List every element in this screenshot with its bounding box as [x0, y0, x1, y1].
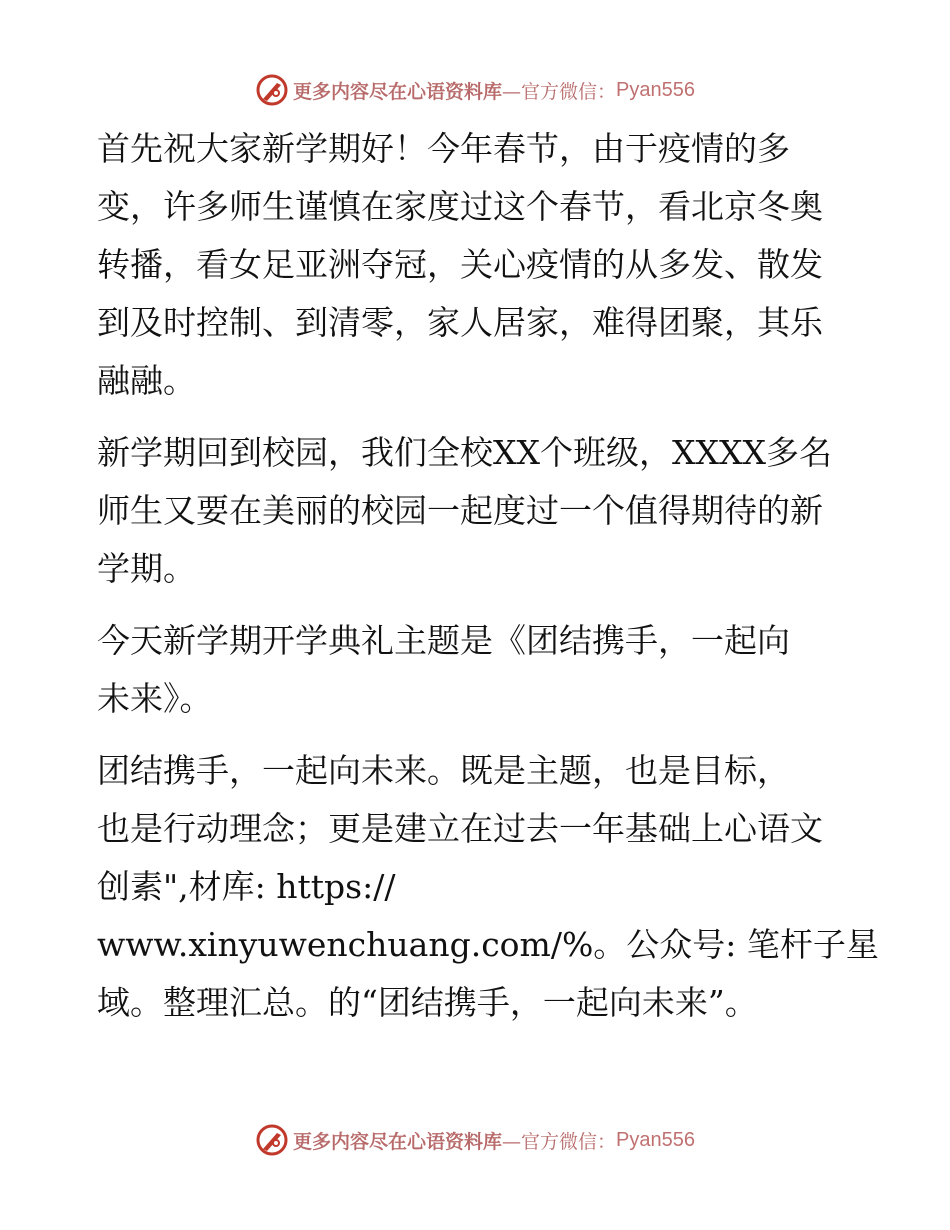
text-line: 新学期回到校园，我们全校XX个班级，XXXX多名 [97, 433, 832, 472]
banner-wechat-id: Pyan556 [616, 1128, 695, 1151]
text-line: 师生又要在美丽的校园一起度过一个值得期待的新 [97, 491, 823, 530]
header-banner [0, 70, 950, 110]
banner-separator: —官方微信： [502, 1130, 617, 1153]
text-line: 域。整理汇总。的“团结携手，一起向未来”。 [97, 983, 758, 1022]
paragraph-4 [97, 742, 879, 1032]
text-line: 变，许多师生谨慎在家度过这个春节，看北京冬奥 [97, 187, 823, 226]
document-body [97, 120, 879, 1046]
text-line: 首先祝大家新学期好！今年春节，由于疫情的多 [97, 129, 790, 168]
paragraph-3 [97, 612, 857, 728]
banner-text: 更多内容尽在心语资料库 [293, 80, 503, 103]
paragraph-1 [97, 120, 857, 410]
banner-separator: —官方微信： [502, 80, 617, 103]
pen-logo-icon [255, 1123, 289, 1157]
text-line: www.xinyuwenchuang.com/%。公众号: 笔杆子星 [97, 925, 879, 964]
banner-text: 更多内容尽在心语资料库 [293, 1130, 503, 1153]
text-line: 融融。 [97, 361, 196, 400]
text-line: 到及时控制、到清零，家人居家，难得团聚，其乐 [97, 303, 823, 342]
pen-logo-icon [255, 73, 289, 107]
text-line: 也是行动理念；更是建立在过去一年基础上心语文 [97, 809, 823, 848]
paragraph-2 [97, 424, 857, 598]
footer-banner [0, 1120, 950, 1160]
text-line: 创素",材库: https:// [97, 867, 396, 906]
text-line: 团结携手，一起向未来。既是主题，也是目标， [97, 751, 790, 790]
text-line: 转播，看女足亚洲夺冠，关心疫情的从多发、散发 [97, 245, 823, 284]
text-line: 学期。 [97, 549, 196, 588]
banner-wechat-id: Pyan556 [616, 78, 695, 101]
text-line: 未来》。 [97, 679, 213, 718]
text-line: 今天新学期开学典礼主题是《团结携手，一起向 [97, 621, 790, 660]
